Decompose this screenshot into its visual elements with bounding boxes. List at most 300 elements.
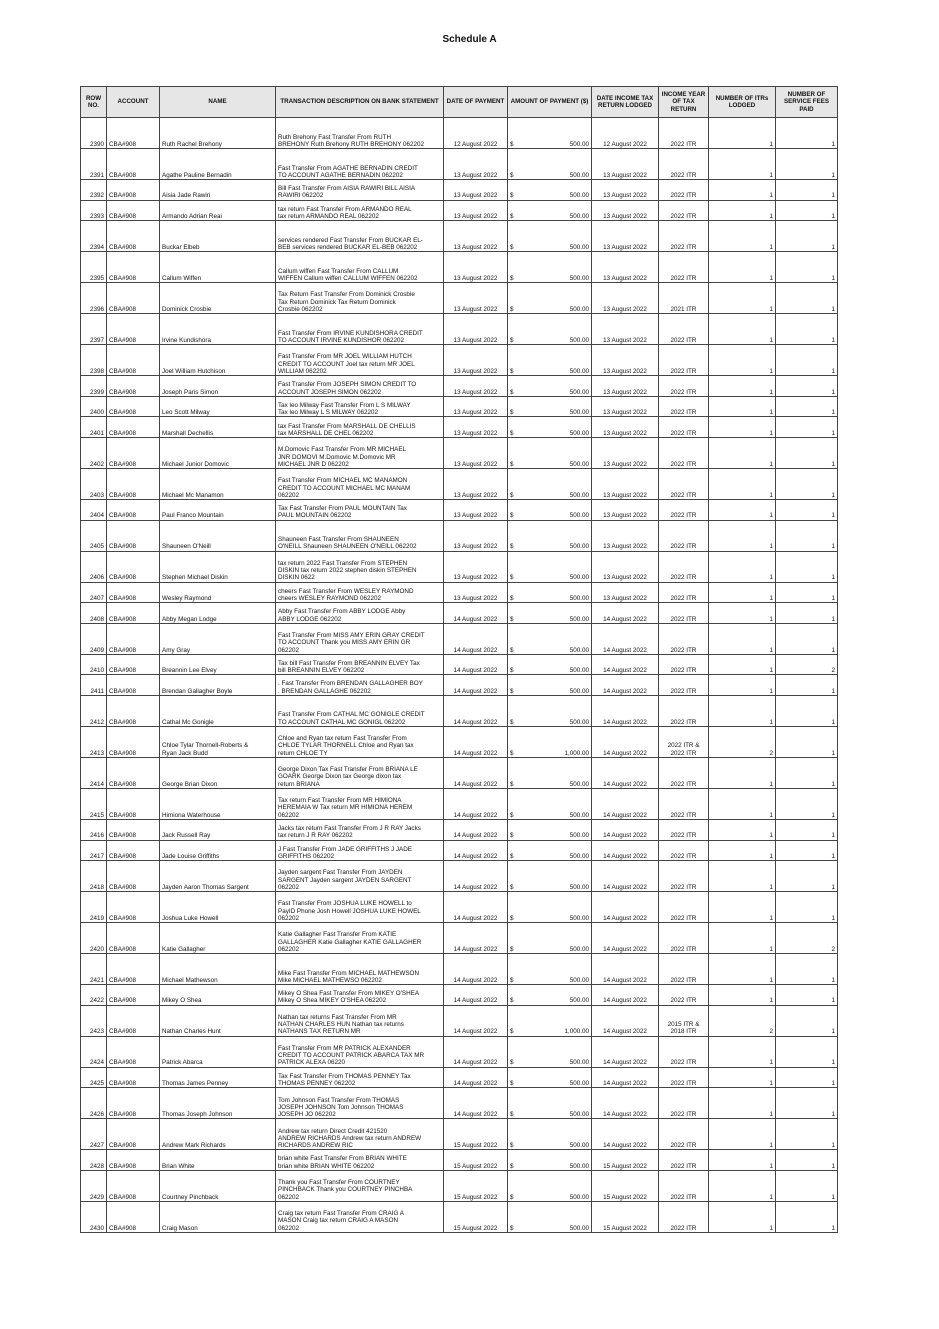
date-of-payment-cell: 13 August 2022	[444, 499, 508, 520]
service-fees-cell: 1	[776, 603, 838, 624]
date-of-payment-cell: 14 August 2022	[444, 819, 508, 840]
name-cell: Jayden Aaron Thomas Sargent	[160, 861, 276, 892]
name-cell: Paul Franco Mountain	[160, 499, 276, 520]
account-cell: CBA#908	[107, 757, 160, 788]
itrs-lodged-cell: 1	[709, 283, 776, 314]
income-year-cell: 2022 ITR	[659, 954, 709, 985]
amount-cell	[508, 1201, 592, 1232]
amount-cell	[508, 283, 592, 314]
name-cell: Amy Gray	[160, 623, 276, 654]
amount-value: 500.00	[569, 512, 589, 520]
account-cell: CBA#908	[107, 149, 160, 180]
row-number-cell: 2423	[81, 1005, 107, 1036]
itrs-lodged-cell: 1	[709, 551, 776, 582]
row-number-cell: 2425	[81, 1067, 107, 1088]
amount-cell	[508, 200, 592, 221]
account-cell: CBA#908	[107, 118, 160, 149]
date-lodged-cell: 14 August 2022	[592, 654, 659, 675]
service-fees-cell: 2	[776, 923, 838, 954]
row-number-cell: 2390	[81, 118, 107, 149]
name-cell: Michael Junior Domovic	[160, 437, 276, 468]
name-cell: Thomas Joseph Johnson	[160, 1088, 276, 1119]
currency-symbol: $	[510, 1028, 514, 1036]
itrs-lodged-cell: 1	[709, 252, 776, 283]
date-lodged-cell: 13 August 2022	[592, 345, 659, 376]
name-cell: Armando Adrian Reai	[160, 200, 276, 221]
itrs-lodged-cell: 1	[709, 1036, 776, 1067]
table-row	[81, 149, 838, 180]
row-number-cell: 2415	[81, 788, 107, 819]
row-number-cell: 2418	[81, 861, 107, 892]
amount-value: 500.00	[569, 780, 589, 788]
description-cell: services rendered Fast Transfer From BUCKAR EL- BEB services rendered BUCKAR EL-BEB 062202	[276, 221, 444, 252]
row-number-cell: 2417	[81, 840, 107, 861]
description-cell: Fast Transfer From AGATHE BERNADIN CREDIT TO ACCOUNT AGATHE BERNADIN 062202	[276, 149, 444, 180]
income-year-cell: 2022 ITR	[659, 788, 709, 819]
description-cell: cheers Fast Transfer From WESLEY RAYMOND cheers WESLEY RAYMOND 062202	[276, 582, 444, 603]
account-cell: CBA#908	[107, 468, 160, 499]
table-row	[81, 675, 838, 696]
row-number-cell: 2401	[81, 417, 107, 438]
name-cell: Jack Russell Ray	[160, 819, 276, 840]
amount-cell	[508, 654, 592, 675]
income-year-cell: 2022 ITR	[659, 376, 709, 397]
currency-symbol: $	[510, 945, 514, 953]
table-row	[81, 221, 838, 252]
date-lodged-cell: 13 August 2022	[592, 582, 659, 603]
currency-symbol: $	[510, 1142, 514, 1150]
amount-cell	[508, 675, 592, 696]
row-number-cell: 2426	[81, 1088, 107, 1119]
name-cell: Chloe Tylar Thornell-Roberts & Ryan Jack Budd	[160, 726, 276, 757]
account-cell: CBA#908	[107, 1036, 160, 1067]
row-number-cell: 2416	[81, 819, 107, 840]
col-header-name: NAME	[160, 87, 276, 118]
date-lodged-cell: 14 August 2022	[592, 695, 659, 726]
amount-value: 500.00	[569, 140, 589, 148]
date-lodged-cell: 13 August 2022	[592, 396, 659, 417]
date-lodged-cell: 13 August 2022	[592, 180, 659, 201]
name-cell: Irvine Kundishora	[160, 314, 276, 345]
amount-value: 500.00	[569, 336, 589, 344]
service-fees-cell: 1	[776, 417, 838, 438]
date-of-payment-cell: 14 August 2022	[444, 1067, 508, 1088]
itrs-lodged-cell: 1	[709, 1088, 776, 1119]
currency-symbol: $	[510, 780, 514, 788]
description-cell: Craig tax return Fast Transfer From CRAIG A MASON Craig tax return CRAIG A MASON 062202	[276, 1201, 444, 1232]
date-of-payment-cell: 13 August 2022	[444, 437, 508, 468]
date-lodged-cell: 14 August 2022	[592, 819, 659, 840]
name-cell: Brian White	[160, 1150, 276, 1171]
service-fees-cell: 1	[776, 1150, 838, 1171]
name-cell: Nathan Charles Hunt	[160, 1005, 276, 1036]
currency-symbol: $	[510, 336, 514, 344]
account-cell: CBA#908	[107, 437, 160, 468]
account-cell: CBA#908	[107, 417, 160, 438]
page-title: Schedule A	[442, 34, 497, 45]
col-header-date-of-payment: DATE OF PAYMENT	[444, 87, 508, 118]
account-cell: CBA#908	[107, 654, 160, 675]
service-fees-cell: 1	[776, 345, 838, 376]
date-of-payment-cell: 14 August 2022	[444, 654, 508, 675]
name-cell: Agathe Pauline Bernadin	[160, 149, 276, 180]
itrs-lodged-cell: 1	[709, 695, 776, 726]
description-cell: Fast Transfer From MR JOEL WILLIAM HUTCH CREDIT TO ACCOUNT Joel tax return MR JOEL WILLIAM 062202	[276, 345, 444, 376]
service-fees-cell: 1	[776, 788, 838, 819]
amount-cell	[508, 840, 592, 861]
row-number-cell: 2412	[81, 695, 107, 726]
table-row	[81, 757, 838, 788]
description-cell: George Dixon Tax Fast Transfer From BRIANA LE GOARK George Dixon tax George dixon tax return BRIANA	[276, 757, 444, 788]
amount-value: 500.00	[569, 1193, 589, 1201]
name-cell: Thomas James Penney	[160, 1067, 276, 1088]
itrs-lodged-cell: 1	[709, 603, 776, 624]
service-fees-cell: 1	[776, 861, 838, 892]
account-cell: CBA#908	[107, 675, 160, 696]
service-fees-cell: 1	[776, 954, 838, 985]
income-year-cell: 2022 ITR	[659, 1067, 709, 1088]
itrs-lodged-cell: 1	[709, 788, 776, 819]
income-year-cell: 2022 ITR	[659, 314, 709, 345]
amount-value: 500.00	[569, 460, 589, 468]
date-of-payment-cell: 14 August 2022	[444, 892, 508, 923]
date-lodged-cell: 14 August 2022	[592, 985, 659, 1006]
date-of-payment-cell: 14 August 2022	[444, 840, 508, 861]
income-year-cell: 2022 ITR	[659, 623, 709, 654]
date-of-payment-cell: 13 August 2022	[444, 180, 508, 201]
amount-value: 500.00	[569, 388, 589, 396]
amount-cell	[508, 892, 592, 923]
date-lodged-cell: 13 August 2022	[592, 417, 659, 438]
income-year-cell: 2022 ITR	[659, 345, 709, 376]
itrs-lodged-cell: 1	[709, 582, 776, 603]
amount-cell	[508, 923, 592, 954]
date-lodged-cell: 12 August 2022	[592, 118, 659, 149]
currency-symbol: $	[510, 543, 514, 551]
account-cell: CBA#908	[107, 314, 160, 345]
amount-cell	[508, 1170, 592, 1201]
itrs-lodged-cell: 1	[709, 437, 776, 468]
row-number-cell: 2408	[81, 603, 107, 624]
schedule-table	[80, 86, 838, 1233]
account-cell: CBA#908	[107, 396, 160, 417]
name-cell: Callum Wiffen	[160, 252, 276, 283]
table-row	[81, 499, 838, 520]
col-header-account: ACCOUNT	[107, 87, 160, 118]
col-header-service-fees: NUMBER OF SERVICE FEES PAID	[776, 87, 838, 118]
service-fees-cell: 1	[776, 623, 838, 654]
amount-value: 500.00	[569, 491, 589, 499]
date-lodged-cell: 14 August 2022	[592, 623, 659, 654]
description-cell: Fast Transfer From JOSEPH SIMON CREDIT TO ACCOUNT JOSEPH SIMON 062202	[276, 376, 444, 397]
date-lodged-cell: 13 August 2022	[592, 499, 659, 520]
date-of-payment-cell: 14 August 2022	[444, 788, 508, 819]
service-fees-cell: 1	[776, 1170, 838, 1201]
amount-value: 500.00	[569, 1142, 589, 1150]
date-of-payment-cell: 14 August 2022	[444, 757, 508, 788]
date-of-payment-cell: 14 August 2022	[444, 1005, 508, 1036]
name-cell: Aisia Jade Rawiri	[160, 180, 276, 201]
currency-symbol: $	[510, 429, 514, 437]
amount-cell	[508, 1005, 592, 1036]
amount-cell	[508, 985, 592, 1006]
currency-symbol: $	[510, 574, 514, 582]
description-cell: Tom Johnson Fast Transfer From THOMAS JOSEPH JOHNSON Tom Johnson THOMAS JOSEPH JO 062202	[276, 1088, 444, 1119]
col-header-income-year: INCOME YEAR OF TAX RETURN	[659, 87, 709, 118]
amount-value: 500.00	[569, 811, 589, 819]
account-cell: CBA#908	[107, 861, 160, 892]
date-lodged-cell: 13 August 2022	[592, 252, 659, 283]
service-fees-cell: 1	[776, 675, 838, 696]
service-fees-cell: 1	[776, 1036, 838, 1067]
account-cell: CBA#908	[107, 954, 160, 985]
service-fees-cell: 1	[776, 726, 838, 757]
amount-cell	[508, 221, 592, 252]
date-of-payment-cell: 13 August 2022	[444, 396, 508, 417]
description-cell: Fast Transfer From CATHAL MC GONIGLE CREDIT TO ACCOUNT CATHAL MC GONIGL 062202	[276, 695, 444, 726]
itrs-lodged-cell: 1	[709, 1170, 776, 1201]
row-number-cell: 2402	[81, 437, 107, 468]
date-of-payment-cell: 13 August 2022	[444, 520, 508, 551]
income-year-cell: 2022 ITR	[659, 437, 709, 468]
date-lodged-cell: 14 August 2022	[592, 1067, 659, 1088]
service-fees-cell: 1	[776, 840, 838, 861]
date-lodged-cell: 13 August 2022	[592, 551, 659, 582]
income-year-cell: 2022 ITR	[659, 499, 709, 520]
income-year-cell: 2022 ITR	[659, 861, 709, 892]
description-cell: Mikey O Shea Fast Transfer From MIKEY O'SHEA Mikey O Shea MIKEY O'SHEA 062202	[276, 985, 444, 1006]
table-row	[81, 376, 838, 397]
name-cell: Andrew Mark Richards	[160, 1119, 276, 1150]
date-of-payment-cell: 15 August 2022	[444, 1201, 508, 1232]
amount-value: 500.00	[569, 646, 589, 654]
itrs-lodged-cell: 1	[709, 892, 776, 923]
service-fees-cell: 1	[776, 314, 838, 345]
service-fees-cell: 1	[776, 892, 838, 923]
date-of-payment-cell: 13 August 2022	[444, 252, 508, 283]
service-fees-cell: 1	[776, 1005, 838, 1036]
table-row	[81, 726, 838, 757]
description-cell: Callum wiffen Fast Transfer From CALLUM WIFFEN Callum wiffen CALLUM WIFFEN 062202	[276, 252, 444, 283]
account-cell: CBA#908	[107, 551, 160, 582]
income-year-cell: 2022 ITR	[659, 1119, 709, 1150]
account-cell: CBA#908	[107, 221, 160, 252]
itrs-lodged-cell: 1	[709, 200, 776, 221]
amount-cell	[508, 695, 592, 726]
amount-cell	[508, 551, 592, 582]
name-cell: Craig Mason	[160, 1201, 276, 1232]
currency-symbol: $	[510, 646, 514, 654]
row-number-cell: 2403	[81, 468, 107, 499]
income-year-cell: 2022 ITR	[659, 396, 709, 417]
currency-symbol: $	[510, 749, 514, 757]
col-header-description: TRANSACTION DESCRIPTION ON BANK STATEMENT	[276, 87, 444, 118]
service-fees-cell: 1	[776, 118, 838, 149]
description-cell: . Fast Transfer From BRENDAN GALLAGHER BOY . BRENDAN GALLAGHE 062202	[276, 675, 444, 696]
date-of-payment-cell: 15 August 2022	[444, 1119, 508, 1150]
amount-value: 500.00	[569, 243, 589, 251]
date-lodged-cell: 14 August 2022	[592, 954, 659, 985]
amount-cell	[508, 861, 592, 892]
itrs-lodged-cell: 1	[709, 819, 776, 840]
income-year-cell: 2022 ITR	[659, 675, 709, 696]
amount-cell	[508, 345, 592, 376]
account-cell: CBA#908	[107, 520, 160, 551]
description-cell: J Fast Transfer From JADE GRIFFITHS J JADE GRIFFITHS 062202	[276, 840, 444, 861]
description-cell: Tax return Fast Transfer From MR HIMIONA HEREMAIA W Tax return MR HIMIONA HEREM 062202	[276, 788, 444, 819]
service-fees-cell: 1	[776, 1119, 838, 1150]
income-year-cell: 2022 ITR	[659, 1036, 709, 1067]
currency-symbol: $	[510, 1193, 514, 1201]
income-year-cell: 2022 ITR	[659, 654, 709, 675]
table-row	[81, 468, 838, 499]
col-header-itrs-lodged: NUMBER OF ITRs LODGED	[709, 87, 776, 118]
table-row	[81, 551, 838, 582]
itrs-lodged-cell: 1	[709, 376, 776, 397]
description-cell: tax Fast Transfer From MARSHALL DE CHELLIS tax MARSHALL DE CHEL 062202	[276, 417, 444, 438]
currency-symbol: $	[510, 1080, 514, 1088]
table-row	[81, 861, 838, 892]
account-cell: CBA#908	[107, 499, 160, 520]
account-cell: CBA#908	[107, 1088, 160, 1119]
date-lodged-cell: 14 August 2022	[592, 675, 659, 696]
name-cell: Joshua Luke Howell	[160, 892, 276, 923]
amount-value: 500.00	[569, 409, 589, 417]
description-cell: Jayden sargent Fast Transfer From JAYDEN SARGENT Jayden sargent JAYDEN SARGENT 062202	[276, 861, 444, 892]
service-fees-cell: 1	[776, 283, 838, 314]
row-number-cell: 2424	[81, 1036, 107, 1067]
table-row	[81, 314, 838, 345]
amount-value: 500.00	[569, 212, 589, 220]
table-row	[81, 788, 838, 819]
description-cell: Fast Transfer From IRVINE KUNDISHORA CREDIT TO ACCOUNT IRVINE KUNDISHOR 062202	[276, 314, 444, 345]
table-row	[81, 1067, 838, 1088]
amount-cell	[508, 1036, 592, 1067]
income-year-cell: 2015 ITR & 2018 ITR	[659, 1005, 709, 1036]
amount-cell	[508, 376, 592, 397]
amount-value: 500.00	[569, 429, 589, 437]
description-cell: Ruth Brehony Fast Transfer From RUTH BREHONY Ruth Brehony RUTH BREHONY 062202	[276, 118, 444, 149]
name-cell: Patrick Abarca	[160, 1036, 276, 1067]
amount-value: 500.00	[569, 594, 589, 602]
income-year-cell: 2022 ITR	[659, 149, 709, 180]
amount-cell	[508, 499, 592, 520]
itrs-lodged-cell: 1	[709, 1150, 776, 1171]
table-row	[81, 654, 838, 675]
currency-symbol: $	[510, 1059, 514, 1067]
account-cell: CBA#908	[107, 840, 160, 861]
table-row	[81, 1150, 838, 1171]
income-year-cell: 2022 ITR	[659, 1201, 709, 1232]
itrs-lodged-cell: 1	[709, 1067, 776, 1088]
table-row	[81, 118, 838, 149]
date-of-payment-cell: 13 August 2022	[444, 283, 508, 314]
description-cell: brian white Fast Transfer From BRIAN WHITE brian white BRIAN WHITE 062202	[276, 1150, 444, 1171]
date-of-payment-cell: 15 August 2022	[444, 1170, 508, 1201]
description-cell: Jacks tax return Fast Transfer From J R RAY Jacks tax return J R RAY 062202	[276, 819, 444, 840]
description-cell: Fast Transfer From MR PATRICK ALEXANDER CREDIT TO ACCOUNT PATRICK ABARCA TAX MR PATRICK ALEXA 06220	[276, 1036, 444, 1067]
col-header-date-lodged: DATE INCOME TAX RETURN LODGED	[592, 87, 659, 118]
itrs-lodged-cell: 1	[709, 396, 776, 417]
amount-cell	[508, 118, 592, 149]
table-row	[81, 1119, 838, 1150]
currency-symbol: $	[510, 1162, 514, 1170]
amount-value: 500.00	[569, 852, 589, 860]
currency-symbol: $	[510, 409, 514, 417]
account-cell: CBA#908	[107, 376, 160, 397]
amount-value: 500.00	[569, 687, 589, 695]
currency-symbol: $	[510, 832, 514, 840]
income-year-cell: 2021 ITR	[659, 283, 709, 314]
amount-cell	[508, 417, 592, 438]
row-number-cell: 2410	[81, 654, 107, 675]
amount-value: 500.00	[569, 615, 589, 623]
date-lodged-cell: 13 August 2022	[592, 520, 659, 551]
account-cell: CBA#908	[107, 623, 160, 654]
currency-symbol: $	[510, 718, 514, 726]
row-number-cell: 2421	[81, 954, 107, 985]
service-fees-cell: 1	[776, 499, 838, 520]
table-header-row	[81, 87, 838, 118]
description-cell: Bill Fast Transfer From AISIA RAWIRI BILL AISIA RAWIRI 062202	[276, 180, 444, 201]
date-of-payment-cell: 14 August 2022	[444, 923, 508, 954]
description-cell: Abby Fast Transfer From ABBY LODGE Abby ABBY LODGE 062202	[276, 603, 444, 624]
service-fees-cell: 1	[776, 396, 838, 417]
income-year-cell: 2022 ITR	[659, 840, 709, 861]
description-cell: Tax Fast Transfer From THOMAS PENNEY Tax THOMAS PENNEY 062202	[276, 1067, 444, 1088]
currency-symbol: $	[510, 243, 514, 251]
row-number-cell: 2429	[81, 1170, 107, 1201]
date-lodged-cell: 13 August 2022	[592, 376, 659, 397]
itrs-lodged-cell: 1	[709, 923, 776, 954]
row-number-cell: 2399	[81, 376, 107, 397]
date-lodged-cell: 13 August 2022	[592, 437, 659, 468]
date-lodged-cell: 13 August 2022	[592, 468, 659, 499]
account-cell: CBA#908	[107, 819, 160, 840]
amount-value: 500.00	[569, 192, 589, 200]
income-year-cell: 2022 ITR	[659, 603, 709, 624]
table-row	[81, 396, 838, 417]
name-cell: Buckar Elbeb	[160, 221, 276, 252]
date-lodged-cell: 13 August 2022	[592, 200, 659, 221]
name-cell: Breannin Lee Elvey	[160, 654, 276, 675]
service-fees-cell: 1	[776, 437, 838, 468]
table-row	[81, 954, 838, 985]
date-of-payment-cell: 14 August 2022	[444, 675, 508, 696]
date-lodged-cell: 14 August 2022	[592, 923, 659, 954]
itrs-lodged-cell: 1	[709, 675, 776, 696]
amount-value: 500.00	[569, 1162, 589, 1170]
service-fees-cell: 1	[776, 819, 838, 840]
table-row	[81, 695, 838, 726]
name-cell: Courtney Pinchback	[160, 1170, 276, 1201]
table-row	[81, 840, 838, 861]
date-lodged-cell: 13 August 2022	[592, 314, 659, 345]
income-year-cell: 2022 ITR	[659, 582, 709, 603]
date-of-payment-cell: 13 August 2022	[444, 200, 508, 221]
currency-symbol: $	[510, 976, 514, 984]
name-cell: Mikey O Shea	[160, 985, 276, 1006]
itrs-lodged-cell: 1	[709, 180, 776, 201]
row-number-cell: 2392	[81, 180, 107, 201]
date-of-payment-cell: 13 August 2022	[444, 551, 508, 582]
amount-value: 500.00	[569, 171, 589, 179]
amount-cell	[508, 520, 592, 551]
service-fees-cell: 1	[776, 695, 838, 726]
row-number-cell: 2393	[81, 200, 107, 221]
description-cell: Tax bill Fast Transfer From BREANNIN ELVEY Tax bill BREANNIN ELVEY 062202	[276, 654, 444, 675]
table-row	[81, 603, 838, 624]
